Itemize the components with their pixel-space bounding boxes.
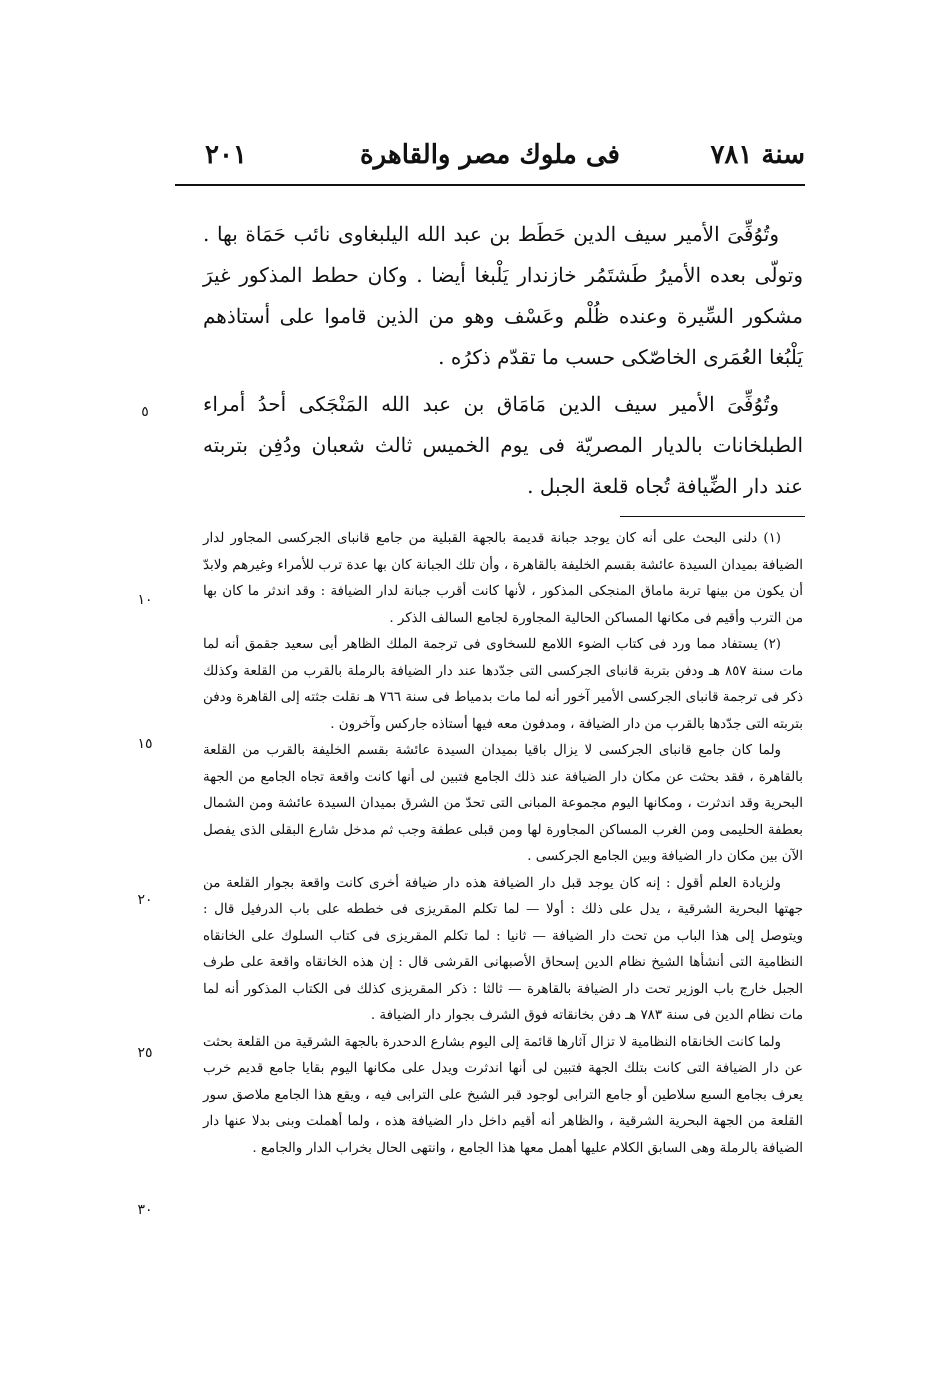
header-year: سنة ٧٨١	[710, 140, 805, 170]
footnotes	[203, 526, 803, 1162]
main-paragraph: وتُوُفِّىَ الأمير سيف الدين حَطَط بن عبد الله اليلبغاوى نائب حَمَاة بها . وتولّى بعده الأميرُ طَشتَمُر خازندار يَلْبغا أيضا . وكان حطط المذكور غيرَ مشكور السِّيرة وعنده ظُلْم وعَسْف وهو من الذين قاموا على أستاذهم يَلْبُغا العُمَرى الخاصّكى حسب ما تقدّم ذكرُه .	[203, 222, 803, 369]
page-number: ٢٠١	[205, 140, 247, 170]
footnote: (١) دلنى البحث على أنه كان يوجد جبانة قديمة بالجهة القبلية من جامع قانباى الجركسى المجاور لدار الضيافة بميدان السيدة عائشة بقسم الخليفة بالقاهرة ، وأن تلك الجبانة كان بها عدة ترب للأمراء وغيرهم ولابدّ أن يكون من بينها تربة ماماق المنجكى المذكور ، لأنها كانت أقرب جبانة لدار الضيافة : وقد اندثر ما كان بها من الترب وأقيم فى مكانها المساكن الحالية المجاورة لجامع السالف الذكر .	[203, 531, 803, 626]
header-rule	[175, 184, 805, 186]
footnote: (٢) يستفاد مما ورد فى كتاب الضوء اللامع للسخاوى فى ترجمة الملك الظاهر أبى سعيد جقمق أنه لما مات سنة ٨٥٧ هـ ودفن بتربة قانباى الجركسى التى جدّدها عند دار الضيافة بالرملة بالقرب من القلعة وكذلك ذكر فى ترجمة قانباى الجركسى الأمير آخور أنه لما مات بدمياط فى سنة ٧٦٦ هـ نقلت جثته إلى القاهرة ودفن بتربته التى جدّدها بالقرب من دار الضيافة ، ومدفون معه فيها أستاذه جاركس وآخرون .	[203, 637, 803, 732]
footnote-rule	[620, 516, 805, 517]
footnote: ولزيادة العلم أقول : إنه كان يوجد قبل دار الضيافة هذه دار ضيافة أخرى كانت واقعة بجوار القلعة من جهتها البحرية الشرقية ، يدل على ذلك : أولا — لما تكلم المقريزى فى خططه على باب الدرفيل قال : ويتوصل إلى هذا الباب من تحت دار الضيافة — ثانيا : لما تكلم المقريزى فى كتاب السلوك على الخانقاه النظامية التى أنشأها الشيخ نظام الدين إسحاق الأصبهانى القرشى قال : إن هذه الخانقاه واقعة على طرف الجبل خارج باب الوزير تحت دار الضيافة بالقاهرة — ثالثا : ذكر المقريزى كذلك فى الكتاب المذكور أنه لما مات نظام الدين فى سنة ٧٨٣ هـ دفن بخانقاته فوق الشرف بجوار دار الضيافة .	[203, 875, 803, 1023]
footnote: ولما كانت الخانقاه النظامية لا تزال آثارها قائمة إلى اليوم بشارع الدحدرة بالجهة الشرقية من القلعة بحثت عن دار الضيافة التى كانت بتلك الجهة فتبين لى أنها اندثرت ويدل على مكانها اليوم بقايا جامع قديم خرب يعرف بجامع السبع سلاطين أو جامع الترابى لوجود قبر الشيخ على الترابى فيه ، ويقع هذا الجامع ملاصق سور القلعة من الجهة البحرية الشرقية ، والظاهر أنه أقيم داخل دار الضيافة هذه ، ولما أهملت وبنى بدلا عنها دار الضيافة بالرملة وهى السابق الكلام عليها أهمل معها هذا الجامع ، وانتهى الحال بخراب الدار والجامع .	[203, 1034, 803, 1156]
footnote: ولما كان جامع قانباى الجركسى لا يزال باقيا بميدان السيدة عائشة بقسم الخليفة بالقرب من القلعة بالقاهرة ، فقد بحثت عن مكان دار الضيافة عند ذلك الجامع فتبين لى أنها كانت واقعة تجاه الجامع من الجهة البحرية وقد اندثرت ، ومكانها اليوم مجموعة المبانى التى تحدّ من الشرق بميدان السيدة عائشة ومن الشمال بعطفة الحليمى ومن الغرب المساكن المجاورة لها ومن قبلى عطفة وجب ثم مدخل شارع البقلى الذى يفصل الآن بين مكان دار الضيافة وبين الجامع الجركسى .	[203, 743, 803, 864]
line-marker: ١٠	[137, 592, 153, 608]
line-marker: ٢٠	[137, 892, 153, 908]
header-title: فى ملوك مصر والقاهرة	[360, 140, 620, 170]
main-paragraph: وتُوُفِّىَ الأمير سيف الدين مَامَاق بن عبد الله المَنْجَكى أحدُ أمراء الطبلخانات بالديار المصريّة فى يوم الخميس ثالث شعبان ودُفِن بتربته عند دار الضِّيافة تُجاه قلعة الجبل .	[203, 392, 803, 498]
page-header	[175, 140, 805, 182]
line-marker: ٣٠	[137, 1202, 153, 1218]
line-marker: ٥	[141, 404, 149, 420]
main-text	[203, 214, 803, 513]
line-marker: ١٥	[137, 736, 153, 752]
line-marker: ٢٥	[137, 1045, 153, 1061]
